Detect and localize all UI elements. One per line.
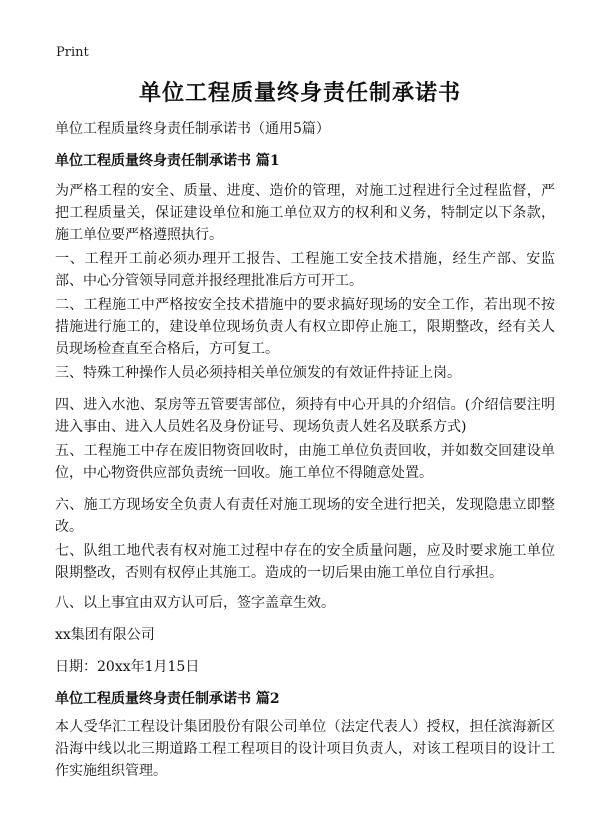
company-name: xx集团有限公司 (55, 627, 155, 643)
paragraph-intro: 为严格工程的安全、质量、进度、造价的管理，对施工过程进行全过程监督，严把工程质量关，保证建设单位和施工单位双方的权利和义务，特制定以下条款，施工单位要严格遵照执行。 (55, 183, 555, 243)
section-heading-1: 单位工程质量终身责任制承诺书 篇1 (55, 153, 280, 169)
paragraph-item-7: 七、队组工地代表有权对施工过程中存在的安全质量问题，应及时要求施工单位限期整改，否则有权停止其施工。造成的一切后果由施工单位自行承担。 (55, 543, 555, 581)
document-date: 日期：20xx年1月15日 (55, 659, 200, 675)
paragraph-item-5: 五、工程施工中存在废旧物资回收时，由施工单位负责回收，并如数交回建设单位，中心物资供应部负责统一回收。施工单位不得随意处置。 (55, 443, 555, 481)
page-title: 单位工程质量终身责任制承诺书 (138, 80, 461, 106)
paragraph-item-1: 一、工程开工前必须办理开工报告、工程施工安全技术措施，经生产部、安监部、中心分管领导同意并报经理批准后方可开工。 (55, 251, 555, 289)
paragraph-item-4: 四、进入水池、泵房等五管要害部位，须持有中心开具的介绍信。(介绍信要注明进入事由、进入人员姓名及身份证号、现场负责人姓名及联系方式) (55, 397, 555, 435)
paragraph-section2-1: 本人受华汇工程设计集团股份有限公司单位（法定代表人）授权，担任滨海新区沿海中线以北三期道路工程工程项目的设计项目负责人，对该工程项目的设计工作实施组织管理。 (55, 719, 555, 779)
paragraph-item-2: 二、工程施工中严格按安全技术措施中的要求搞好现场的安全工作，若出现不按措施进行施工的，建设单位现场负责人有权立即停止施工，限期整改，经有关人员现场检查直至合格后，方可复工。 (55, 297, 555, 357)
paragraph-item-6: 六、施工方现场安全负责人有责任对施工现场的安全进行把关，发现隐患立即整改。 (55, 497, 555, 535)
paragraph-item-3: 三、特殊工种操作人员必须持相关单位颁发的有效证件持证上岗。 (55, 365, 461, 381)
section-heading-2: 单位工程质量终身责任制承诺书 篇2 (55, 691, 280, 707)
paragraph-item-8: 八、以上事宜由双方认可后，签字盖章生效。 (55, 595, 335, 611)
document-subtitle: 单位工程质量终身责任制承诺书（通用5篇） (55, 121, 330, 137)
print-link[interactable]: Print (56, 45, 89, 60)
